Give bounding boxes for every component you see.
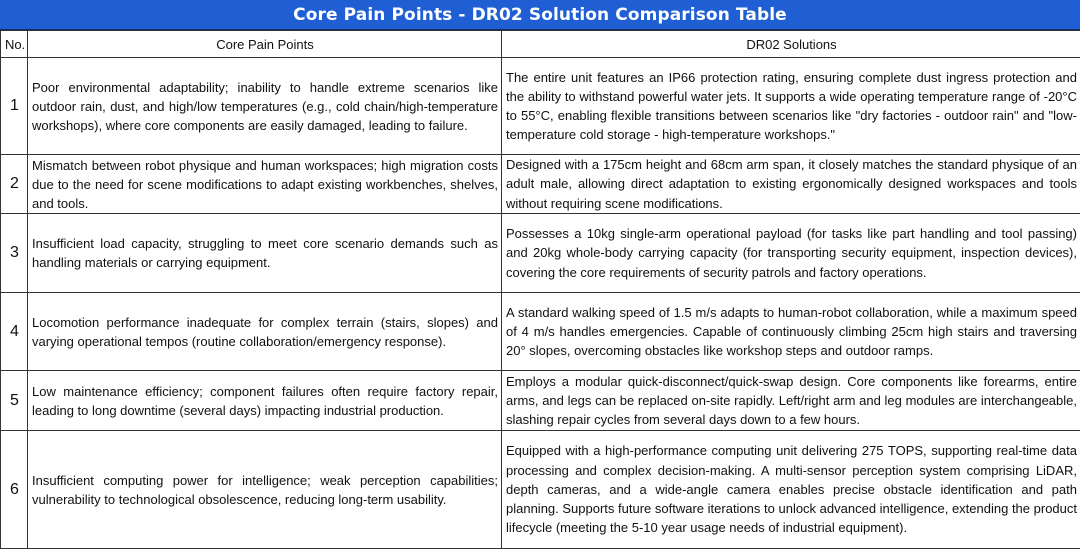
solution-cell: Employs a modular quick-disconnect/quick-swap design. Core components like forearms, entire arms, and legs can be replaced on-site rapidly. Left/right arm and leg modules are interchangeable, slashing repair cycles from several days down to a few hours. (502, 371, 1080, 431)
header-no: No. (1, 31, 28, 58)
table-row (1, 58, 1080, 155)
pain-point-cell: Locomotion performance inadequate for complex terrain (stairs, slopes) and varying operational tempos (routine collaboration/emergency response). (28, 293, 502, 371)
row-number: 5 (1, 371, 28, 431)
pain-point-cell: Insufficient computing power for intelligence; weak perception capabilities; vulnerability to technological obsolescence, reducing long-term usability. (28, 431, 502, 549)
row-number: 6 (1, 431, 28, 549)
header-solutions: DR02 Solutions (502, 31, 1080, 58)
solution-cell: A standard walking speed of 1.5 m/s adapts to human-robot collaboration, while a maximum speed of 4 m/s handles emergencies. Capable of continuously climbing 25cm high stairs and traversing 20° slopes, overcoming obstacles like workshop steps and outdoor ramps. (502, 293, 1080, 371)
pain-point-cell: Insufficient load capacity, struggling to meet core scenario demands such as handling materials or carrying equipment. (28, 214, 502, 293)
header-row (1, 31, 1080, 58)
table-row (1, 214, 1080, 293)
solution-cell: The entire unit features an IP66 protection rating, ensuring complete dust ingress protection and the ability to withstand powerful water jets. It supports a wide operating temperature range of -20°C to 55°C, enabling flexible transitions between scenarios like "dry factories - outdoor rain" and "low-temperature cold storage - high-temperature workshops." (502, 58, 1080, 155)
header-pain-points: Core Pain Points (28, 31, 502, 58)
solution-cell: Possesses a 10kg single-arm operational payload (for tasks like part handling and tool passing) and 20kg whole-body carrying capacity (for transporting security equipment, inspection devices), covering the core requirements of security patrols and factory operations. (502, 214, 1080, 293)
row-number: 1 (1, 58, 28, 155)
comparison-table (0, 30, 1080, 549)
solution-cell: Designed with a 175cm height and 68cm arm span, it closely matches the standard physique of an adult male, allowing direct adaptation to existing ergonomically designed workspaces and tools without requiring scene modifications. (502, 155, 1080, 214)
table-row (1, 293, 1080, 371)
table-row (1, 371, 1080, 431)
table-row (1, 431, 1080, 549)
pain-point-cell: Low maintenance efficiency; component failures often require factory repair, leading to long downtime (several days) impacting industrial production. (28, 371, 502, 431)
solution-cell: Equipped with a high-performance computing unit delivering 275 TOPS, supporting real-time data processing and complex decision-making. A multi-sensor perception system comprising LiDAR, depth cameras, and a wide-angle camera enables precise obstacle identification and path planning. Supports future software iterations to unlock advanced intelligence, extending the product lifecycle (meeting the 5-10 year usage needs of industrial equipment). (502, 431, 1080, 549)
table-title: Core Pain Points - DR02 Solution Comparison Table (0, 0, 1080, 30)
table-row (1, 155, 1080, 214)
row-number: 4 (1, 293, 28, 371)
row-number: 2 (1, 155, 28, 214)
pain-point-cell: Poor environmental adaptability; inability to handle extreme scenarios like outdoor rain, dust, and high/low temperatures (e.g., cold chain/high-temperature workshops), where core components are easily damaged, leading to failure. (28, 58, 502, 155)
row-number: 3 (1, 214, 28, 293)
pain-point-cell: Mismatch between robot physique and human workspaces; high migration costs due to the need for scene modifications to adapt existing workbenches, shelves, and tools. (28, 155, 502, 214)
